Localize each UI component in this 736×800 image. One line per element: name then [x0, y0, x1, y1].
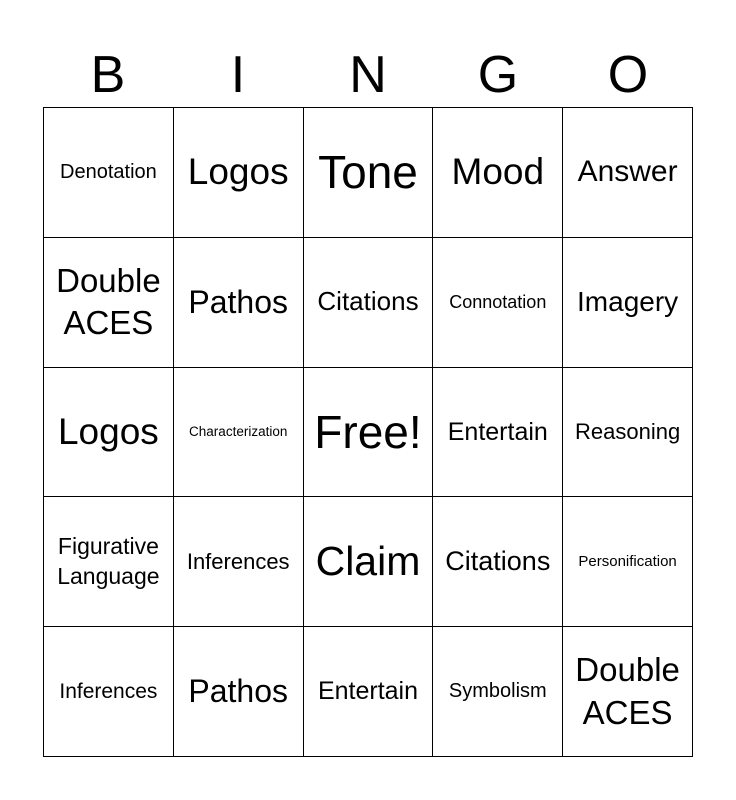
- bingo-cell[interactable]: [563, 238, 693, 368]
- cell-label: Logos: [187, 151, 289, 193]
- cell-label: Logos: [57, 410, 159, 452]
- bingo-cell[interactable]: [304, 497, 434, 627]
- cell-label: Answer: [577, 155, 678, 189]
- cell-label: Imagery: [577, 286, 679, 318]
- cell-label: Pathos: [188, 283, 288, 320]
- cell-label: Free!: [314, 405, 422, 458]
- bingo-cell[interactable]: [433, 368, 563, 498]
- header-letter-g: G: [477, 46, 519, 104]
- bingo-header: [43, 42, 693, 108]
- bingo-cell[interactable]: [563, 108, 693, 238]
- bingo-board: [43, 107, 693, 757]
- bingo-cell[interactable]: [563, 497, 693, 627]
- bingo-cell[interactable]: [174, 627, 304, 757]
- cell-label: Reasoning: [575, 419, 681, 445]
- cell-label: Entertain: [317, 677, 419, 706]
- bingo-cell[interactable]: [174, 108, 304, 238]
- cell-label: Claim: [315, 538, 421, 585]
- cell-label: Pathos: [188, 673, 288, 710]
- cell-label: Citations: [317, 286, 419, 317]
- cell-label: Characterization: [189, 424, 288, 440]
- cell-label: Tone: [318, 145, 418, 198]
- bingo-cell[interactable]: [304, 108, 434, 238]
- header-letter-i: I: [230, 46, 246, 104]
- cell-label: Double ACES: [56, 261, 161, 342]
- header-letter-b: B: [90, 46, 126, 104]
- cell-label: Inferences: [59, 679, 158, 703]
- cell-label: Citations: [445, 546, 551, 577]
- bingo-cell[interactable]: [433, 238, 563, 368]
- cell-label: Double ACES: [575, 651, 680, 731]
- bingo-cell[interactable]: [174, 497, 304, 627]
- bingo-cell[interactable]: [304, 238, 434, 368]
- bingo-cell[interactable]: [44, 368, 174, 498]
- bingo-cell[interactable]: [433, 627, 563, 757]
- cell-label: Inferences: [186, 549, 290, 575]
- bingo-cell[interactable]: [174, 368, 304, 498]
- bingo-cell[interactable]: [174, 238, 304, 368]
- cell-label: Denotation: [60, 160, 157, 183]
- bingo-cell[interactable]: [433, 108, 563, 238]
- bingo-cell[interactable]: [304, 368, 434, 498]
- cell-label: Personification: [578, 553, 677, 571]
- cell-label: Entertain: [447, 417, 548, 446]
- bingo-cell[interactable]: [304, 627, 434, 757]
- cell-label: Mood: [451, 151, 545, 193]
- cell-label: Connotation: [449, 291, 547, 312]
- bingo-cell[interactable]: [563, 627, 693, 757]
- bingo-cell[interactable]: [44, 108, 174, 238]
- bingo-cell[interactable]: [44, 238, 174, 368]
- cell-label: Figurative Language: [57, 532, 160, 589]
- bingo-cell[interactable]: [44, 497, 174, 627]
- cell-label: Symbolism: [448, 680, 547, 703]
- bingo-cell[interactable]: [44, 627, 174, 757]
- bingo-cell[interactable]: [563, 368, 693, 498]
- bingo-cell[interactable]: [433, 497, 563, 627]
- header-letter-n: N: [349, 46, 387, 104]
- header-letter-o: O: [607, 46, 649, 104]
